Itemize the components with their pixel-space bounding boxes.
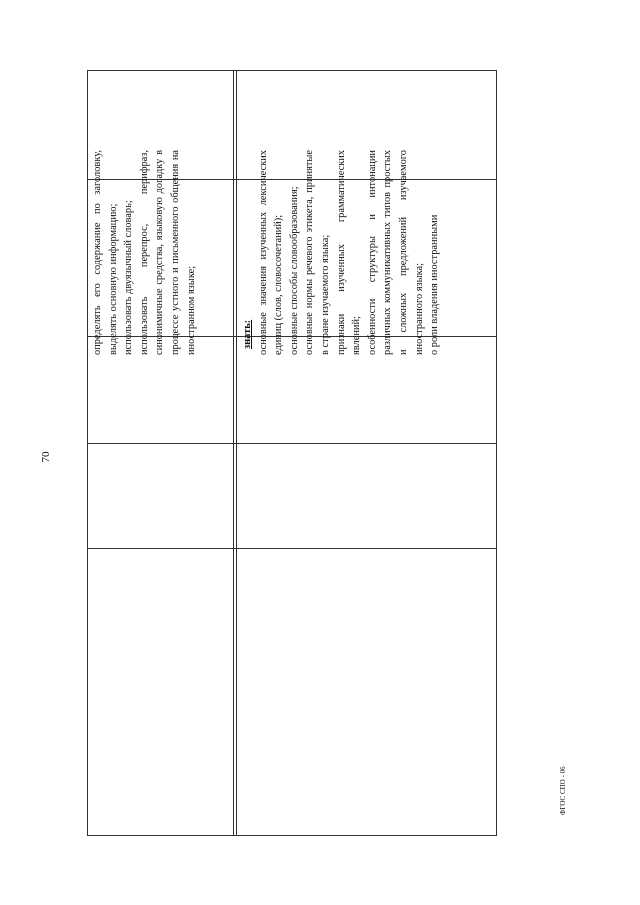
skills-line: определять его содержание по заголовку, выделять основную информацию;	[92, 150, 119, 355]
knowledge-line: основные способы словообразования;	[288, 186, 300, 355]
skills-line: использовать перепрос, перифраз, синонимичные средства, языковую догадку в процессе устного и письменного общения на иностранном языке;	[138, 150, 197, 355]
knowledge-cell	[240, 150, 498, 355]
knowledge-line: основные нормы речевого этикета, принятые в стране изучаемого языка;	[304, 150, 331, 355]
knowledge-line: особенности структуры и интонации различных коммуникативных типов простых и сложных предложений изучаемого иностранного языка;	[366, 150, 425, 355]
competency-table	[87, 70, 497, 836]
table-divider-4	[88, 548, 496, 549]
skills-line: использовать двуязычный словарь;	[123, 200, 135, 355]
table-row-divider-2	[236, 71, 237, 835]
knowledge-line: признаки изученных грамматических явлений;	[335, 150, 363, 355]
knowledge-line: о роли владения иностранными	[429, 214, 441, 355]
table-row-divider-1	[233, 71, 234, 835]
knowledge-line: основные значения изученных лексических единиц (слов, словосочетаний);	[257, 150, 285, 355]
knowledge-heading: знать:	[242, 319, 253, 349]
document-footer: ФГОС СПО - 06	[559, 766, 567, 815]
skills-cell	[90, 150, 228, 355]
table-divider-3	[88, 443, 496, 444]
page-number: 70	[40, 451, 52, 463]
